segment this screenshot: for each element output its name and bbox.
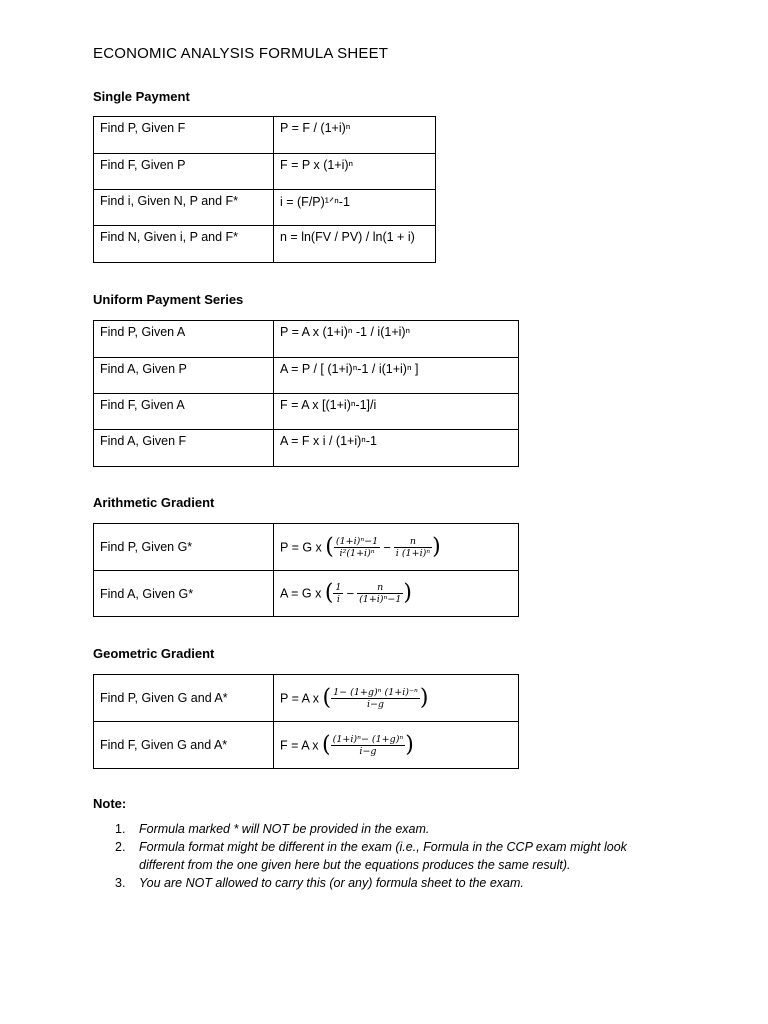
formula-cell: P = A x (1+i)ⁿ -1 / i(1+i)ⁿ bbox=[274, 321, 519, 358]
question-cell: Find A, Given G* bbox=[94, 571, 274, 617]
section-heading-uniform-series: Uniform Payment Series bbox=[93, 292, 244, 307]
list-item: 3. You are NOT allowed to carry this (or any) formula sheet to the exam. bbox=[115, 876, 524, 890]
table-row bbox=[94, 394, 519, 430]
table-row bbox=[94, 524, 519, 571]
fraction: $\frac{\text{(1+i)ⁿ− (1+g)ⁿ}}{i-g}$ bbox=[332, 733, 404, 757]
table-row bbox=[94, 321, 519, 358]
table-row bbox=[94, 722, 519, 769]
formula-cell: A = F x i / (1+i)ⁿ-1 bbox=[274, 430, 519, 467]
question-cell: Find A, Given F bbox=[94, 430, 274, 467]
question-cell: Find i, Given N, P and F* bbox=[94, 190, 274, 226]
list-item: 1. Formula marked * will NOT be provided in the exam. bbox=[115, 822, 430, 836]
fraction: $\frac{\text{(1+i)ⁿ−1}}{\text{i²(1+i)ⁿ}}$ bbox=[335, 535, 379, 559]
formula-cell: A = P / [ (1+i)ⁿ-1 / i(1+i)ⁿ ] bbox=[274, 358, 519, 394]
formula-cell: F = A x ( $\frac{\text{(1+i)ⁿ− (1+g)ⁿ}}{i-g}$ ) bbox=[274, 722, 519, 769]
notes-list bbox=[93, 820, 673, 892]
table-row bbox=[94, 675, 519, 722]
formula-cell: i = (F/P)¹ᐟⁿ-1 bbox=[274, 190, 436, 226]
question-cell: Find P, Given F bbox=[94, 117, 274, 154]
geometric-gradient-table bbox=[93, 674, 519, 769]
fraction: $\frac{1}{i}$ bbox=[335, 582, 342, 605]
formula-cell: P = A x ( $\frac{\text{1− (1+g)ⁿ (1+i)⁻ⁿ}}{i-g}$ ) bbox=[274, 675, 519, 722]
table-row bbox=[94, 226, 436, 263]
section-heading-arithmetic-gradient: Arithmetic Gradient bbox=[93, 495, 215, 510]
formula-cell: F = A x [(1+i)ⁿ-1]/i bbox=[274, 394, 519, 430]
formula-cell: A = G x ( $\frac{1}{i}$ − $\frac{n}{\text{(1+i)ⁿ−1}}$ ) bbox=[274, 571, 519, 617]
page-title: ECONOMIC ANALYSIS FORMULA SHEET bbox=[93, 45, 389, 62]
table-row bbox=[94, 117, 436, 154]
section-heading-single-payment: Single Payment bbox=[93, 89, 190, 104]
formula-cell: n = ln(FV / PV) / ln(1 + i) bbox=[274, 226, 436, 263]
formula-cell: P = G x ( $\frac{\text{(1+i)ⁿ−1}}{\text{i²(1+i)ⁿ}}$ − $\frac{n}{\text{i (1+i)ⁿ}}$ ) bbox=[274, 524, 519, 571]
question-cell: Find P, Given G* bbox=[94, 524, 274, 571]
table-row bbox=[94, 358, 519, 394]
question-cell: Find F, Given P bbox=[94, 154, 274, 190]
formula-cell: F = P x (1+i)ⁿ bbox=[274, 154, 436, 190]
table-row bbox=[94, 430, 519, 467]
question-cell: Find F, Given G and A* bbox=[94, 722, 274, 769]
fraction: $\frac{\text{1− (1+g)ⁿ (1+i)⁻ⁿ}}{i-g}$ bbox=[333, 686, 418, 710]
table-row bbox=[94, 571, 519, 617]
arithmetic-gradient-table bbox=[93, 523, 519, 617]
question-cell: Find N, Given i, P and F* bbox=[94, 226, 274, 263]
single-payment-table bbox=[93, 116, 436, 263]
formula-cell: P = F / (1+i)ⁿ bbox=[274, 117, 436, 154]
list-item: 2. Formula format might be different in the exam (i.e., Formula in the CCP exam might look different from the one given here but the equations produces the same result). bbox=[115, 840, 627, 872]
question-cell: Find P, Given A bbox=[94, 321, 274, 358]
section-heading-geometric-gradient: Geometric Gradient bbox=[93, 646, 215, 661]
fraction: $\frac{n}{\text{(1+i)ⁿ−1}}$ bbox=[359, 582, 402, 605]
question-cell: Find F, Given A bbox=[94, 394, 274, 430]
note-heading: Note: bbox=[93, 796, 127, 811]
question-cell: Find P, Given G and A* bbox=[94, 675, 274, 722]
question-cell: Find A, Given P bbox=[94, 358, 274, 394]
uniform-series-table bbox=[93, 320, 519, 467]
table-row bbox=[94, 154, 436, 190]
fraction: $\frac{n}{\text{i (1+i)ⁿ}}$ bbox=[395, 535, 431, 559]
table-row bbox=[94, 190, 436, 226]
